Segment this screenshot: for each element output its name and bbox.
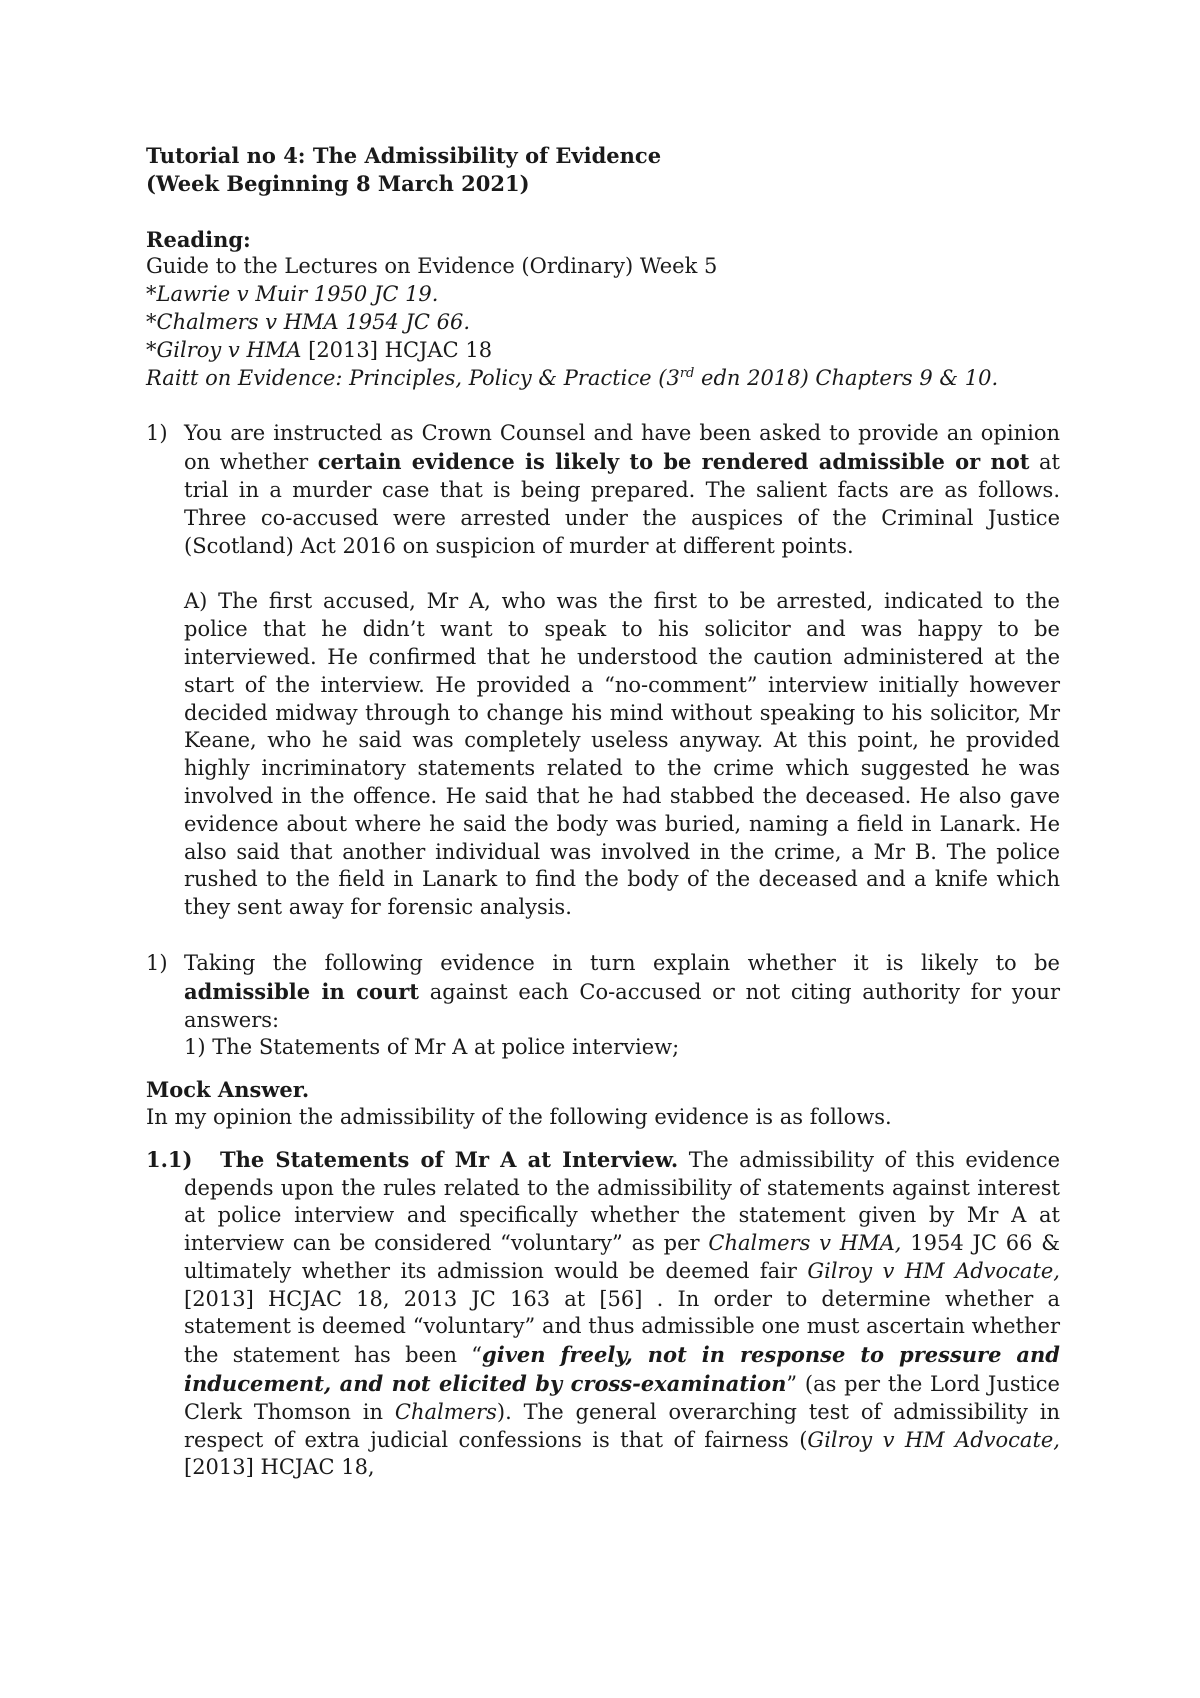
- reading-heading: Reading:: [146, 226, 251, 252]
- mock-answer-heading: Mock Answer.: [146, 1077, 310, 1103]
- question-1: 1) You are instructed as Crown Counsel and have been asked to provide an opinion on whether certain evidence is likely to be rendered admissible or not at trial in a murder case that is being prepared. The salient facts are as follows. Three co-accused were arrested under the auspices of the Criminal Justice (Scotland) Act 2016 on suspicion of murder at different points.: [146, 421, 1060, 558]
- question-2-sub-item: 1) The Statements of Mr A at police interview;: [184, 1035, 680, 1060]
- reading-ref-chalmers: *Chalmers v HMA 1954 JC 66.: [146, 309, 471, 334]
- part-a-facts: A) The first accused, Mr A, who was the first to be arrested, indicated to the police that he didn’t want to speak to his solicitor and was happy to be interviewed. He confirmed that he understood the caution administered at the start of the interview. He provided a “no-comment” interview initially however decided midway through to change his mind without speaking to his solicitor, Mr Keane, who he said was completely useless anyway. At this point, he provided highly incriminatory statements related to the crime which suggested he was involved in the offence. He said that he had stabbed the deceased. He also gave evidence about where he said the body was buried, naming a field in Lanark. He also said that another individual was involved in the crime, a Mr B. The police rushed to the field in Lanark to find the body of the deceased and a knife which they sent away for forensic analysis.: [184, 589, 1060, 920]
- title-line-2: (Week Beginning 8 March 2021): [146, 170, 530, 196]
- document-body: [146, 142, 1060, 1482]
- answer-1-1-heading: The Statements of Mr A at Interview.: [220, 1146, 679, 1172]
- mock-answer-intro: In my opinion the admissibility of the following evidence is as follows.: [146, 1104, 892, 1129]
- document-title: [146, 142, 1060, 198]
- question-2: 1) Taking the following evidence in turn explain whether it is likely to be admissible in court against each Co-accused or not citing authority for your answers: 1) The Statements of Mr A at police interview;: [146, 950, 1060, 1060]
- reading-ref-raitt: Raitt on Evidence: Principles, Policy & Practice (3rd edn 2018) Chapters 9 & 10.: [146, 365, 999, 390]
- title-line-1: Tutorial no 4: The Admissibility of Evidence: [146, 143, 662, 168]
- reading-guide: Guide to the Lectures on Evidence (Ordinary) Week 5: [146, 254, 718, 279]
- question-2-number: 1): [146, 950, 168, 975]
- reading-ref-lawrie: *Lawrie v Muir 1950 JC 19.: [146, 282, 439, 307]
- reading-ref-gilroy: *Gilroy v HMA [2013] HCJAC 18: [146, 337, 493, 362]
- answer-1-1: 1.1) The Statements of Mr A at Interview. The admissibility of this evidence depends upon the rules related to the admissibility of statements against interest at police interview and specifically whether the statement given by Mr A at interview can be considered “voluntary” as per Chalmers v HMA, 1954 JC 66 & ultimately whether its admission would be deemed fair Gilroy v HM Advocate, [2013] HCJAC 18, 2013 JC 163 at [56] . In order to determine whether a statement is deemed “voluntary” and thus admissible one must ascertain whether the statement has been “given freely, not in response to pressure and inducement, and not elicited by cross-examination” (as per the Lord Justice Clerk Thomson in Chalmers). The general overarching test of admissibility in respect of extra judicial confessions is that of fairness (Gilroy v HM Advocate, [2013] HCJAC 18,: [146, 1146, 1061, 1480]
- question-1-number: 1): [146, 421, 168, 446]
- answer-1-1-number: 1.1): [146, 1146, 193, 1172]
